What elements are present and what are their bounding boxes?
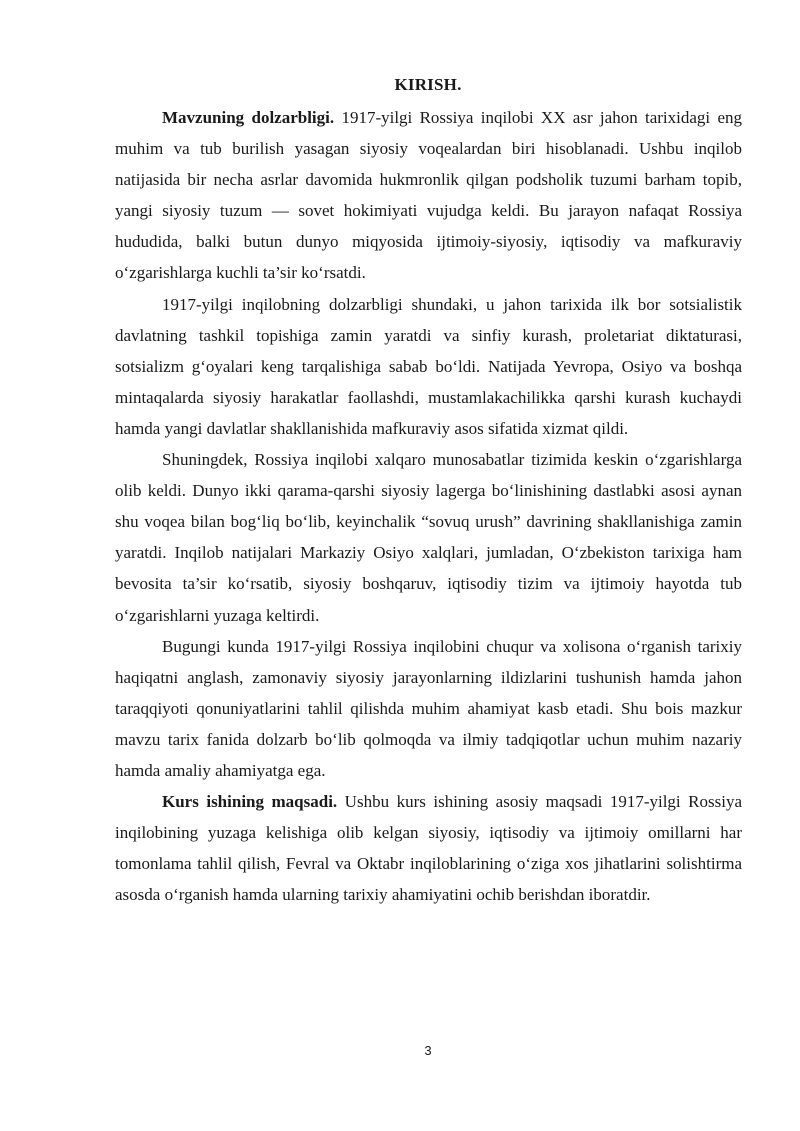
paragraph-heading: Mavzuning dolzarbligi. [162, 108, 335, 127]
paragraph [115, 444, 742, 631]
paragraph [115, 289, 742, 444]
body-text [115, 102, 742, 910]
paragraph-text: Ushbu kurs ishining asosiy maqsadi 1917-yilgi Rossiya inqilobining yuzaga kelishiga olib kelgan siyosiy, iqtisodiy va ijtimoiy omillarni har tomonlama tahlil qilish, Fevral va Oktabr inqiloblarining o‘ziga xos jihatlarini solishtirma asosda o‘rganish hamda ularning tarixiy ahamiyatini ochib berishdan iboratdir. [115, 792, 742, 905]
paragraph [115, 631, 742, 786]
paragraph-relevance [115, 102, 742, 289]
paragraph-heading: Kurs ishining maqsadi. [162, 792, 338, 812]
paragraph-text: 1917-yilgi Rossiya inqilobi XX asr jahon tarixidagi eng muhim va tub burilish yasagan siyosiy voqealardan biri hisoblanadi. Ushbu inqilob natijasida bir necha asrlar davomida hukmronlik qilgan podsholik tuzumi barham topib, yangi siyosiy tuzum — sovet hokimiyati vujudga keldi. Bu jarayon nafaqat Rossiya hududida, balki butun dunyo miqyosida ijtimoiy-siyosiy, iqtisodiy va mafkuraviy o‘zgarishlarga kuchli ta’sir ko‘rsatdi. [115, 108, 742, 283]
page-number: 3 [424, 1043, 432, 1058]
paragraph-goal [115, 786, 742, 910]
section-title: KIRISH. [394, 75, 462, 94]
paragraph-text: 1917-yilgi inqilobning dolzarbligi shundaki, u jahon tarixida ilk bor sotsialistik davlatning tashkil topishiga zamin yaratdi va sinfiy kurash, proletariat diktaturasi, sotsializm g‘oyalari keng tarqalishiga sabab bo‘ldi. Natijada Yevropa, Osiyo va boshqa mintaqalarda siyosiy harakatlar faollashdi, mustamlakachilikka qarshi kurash kuchaydi hamda yangi davlatlar shakllanishida mafkuraviy asos sifatida xizmat qildi. [115, 294, 742, 438]
paragraph-text: Bugungi kunda 1917-yilgi Rossiya inqilobini chuqur va xolisona o‘rganish tarixiy haqiqatni anglash, zamonaviy siyosiy jarayonlarning ildizlarini tushunish hamda jahon taraqqiyoti qonuniyatlarini tahlil qilishda muhim ahamiyat kasb etadi. Shu bois mazkur mavzu tarix fanida dolzarb bo‘lib qolmoqda va ilmiy tadqiqotlar uchun muhim nazariy hamda amaliy ahamiyatga ega. [115, 636, 742, 780]
paragraph-text: Shuningdek, Rossiya inqilobi xalqaro munosabatlar tizimida keskin o‘zgarishlarga olib keldi. Dunyo ikki qarama-qarshi siyosiy lagerga bo‘linishining dastlabki asosi aynan shu voqea bilan bog‘liq bo‘lib, keyinchalik “sovuq urush” davrining shakllanishiga zamin yaratdi. Inqilob natijalari Markaziy Osiyo xalqlari, jumladan, O‘zbekiston tarixiga ham bevosita ta’sir ko‘rsatib, siyosiy boshqaruv, iqtisodiy tizim va ijtimoiy hayotda tub o‘zgarishlarni yuzaga keltirdi. [115, 450, 742, 625]
